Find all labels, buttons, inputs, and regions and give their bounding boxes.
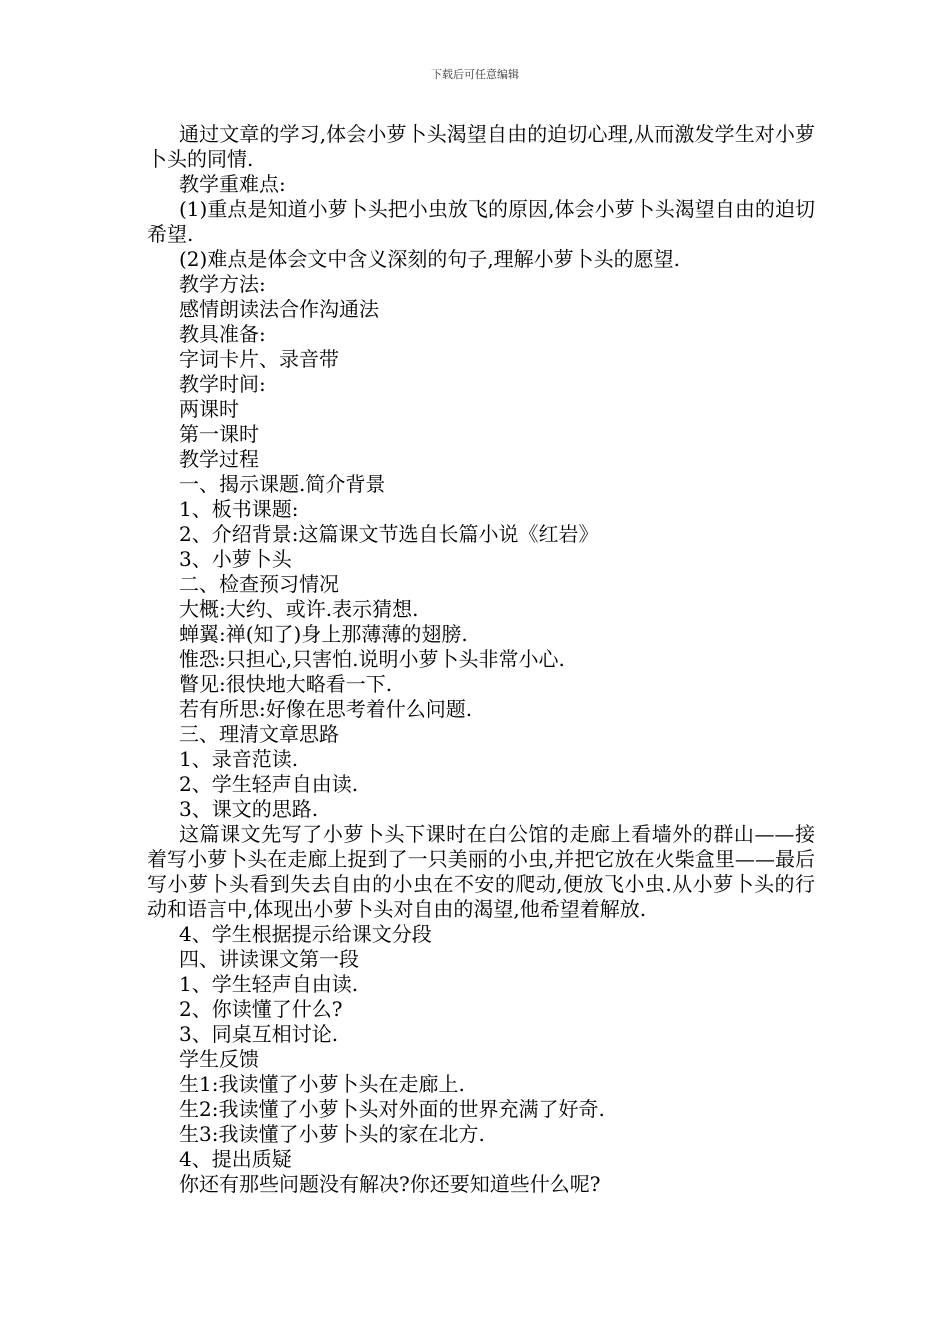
paragraph: 生1:我读懂了小萝卜头在走廊上. [179, 1072, 465, 1096]
paragraph: 学生反馈 [179, 1047, 259, 1071]
paragraph: 1、板书课题: [179, 497, 299, 521]
paragraph: 教学方法: [179, 272, 266, 296]
paragraph: 通过文章的学习,体会小萝卜头渴望自由的迫切心理,从而激发学生对小萝卜头的同情. [147, 122, 815, 171]
paragraph: 生2:我读懂了小萝卜头对外面的世界充满了好奇. [179, 1097, 605, 1121]
paragraph: 第一课时 [179, 422, 259, 446]
paragraph: 这篇课文先写了小萝卜头下课时在白公馆的走廊上看墙外的群山——接着写小萝卜头在走廊上捉到了一只美丽的小虫,并把它放在火柴盒里——最后写小萝卜头看到失去自由的小虫在不安的爬动,便放飞小虫.从小萝卜头的行动和语言中,体现出小萝卜头对自由的渴望,他希望着解放. [147, 822, 815, 921]
document-body [147, 122, 815, 1197]
paragraph: 2、学生轻声自由读. [179, 772, 359, 796]
paragraph: 教学时间: [179, 372, 266, 396]
paragraph: 瞥见:很快地大略看一下. [179, 672, 393, 696]
paragraph: 教学重难点: [179, 172, 286, 196]
paragraph: 3、同桌互相讨论. [179, 1022, 339, 1046]
paragraph: 两课时 [179, 397, 239, 421]
paragraph: 4、学生根据提示给课文分段 [179, 922, 432, 946]
paragraph: 三、理清文章思路 [179, 722, 339, 746]
paragraph: 二、检查预习情况 [179, 572, 339, 596]
paragraph: 教具准备: [179, 322, 266, 346]
paragraph: 大概:大约、或许.表示猜想. [179, 597, 419, 621]
paragraph: 3、课文的思路. [179, 797, 319, 821]
paragraph: (1)重点是知道小萝卜头把小虫放飞的原因,体会小萝卜头渴望自由的迫切希望. [147, 197, 815, 246]
paragraph: 1、学生轻声自由读. [179, 972, 359, 996]
paragraph: 4、提出质疑 [179, 1147, 292, 1171]
paragraph: 3、小萝卜头 [179, 547, 292, 571]
paragraph: 教学过程 [179, 447, 259, 471]
paragraph: 字词卡片、录音带 [179, 347, 339, 371]
paragraph: 若有所思:好像在思考着什么问题. [179, 697, 473, 721]
paragraph: 感情朗读法合作沟通法 [179, 297, 379, 321]
page-header: 下载后可任意编辑 [431, 68, 519, 81]
paragraph: 1、录音范读. [179, 747, 299, 771]
paragraph: 蝉翼:禅(知了)身上那薄薄的翅膀. [179, 622, 468, 646]
paragraph: 惟恐:只担心,只害怕.说明小萝卜头非常小心. [179, 647, 565, 671]
paragraph: 你还有那些问题没有解决?你还要知道些什么呢? [179, 1172, 601, 1196]
paragraph: (2)难点是体会文中含义深刻的句子,理解小萝卜头的愿望. [179, 247, 681, 271]
paragraph: 生3:我读懂了小萝卜头的家在北方. [179, 1122, 485, 1146]
paragraph: 2、你读懂了什么? [179, 997, 343, 1021]
paragraph: 四、讲读课文第一段 [179, 947, 359, 971]
paragraph: 2、介绍背景:这篇课文节选自长篇小说《红岩》 [179, 522, 599, 546]
paragraph: 一、揭示课题.简介背景 [179, 472, 386, 496]
